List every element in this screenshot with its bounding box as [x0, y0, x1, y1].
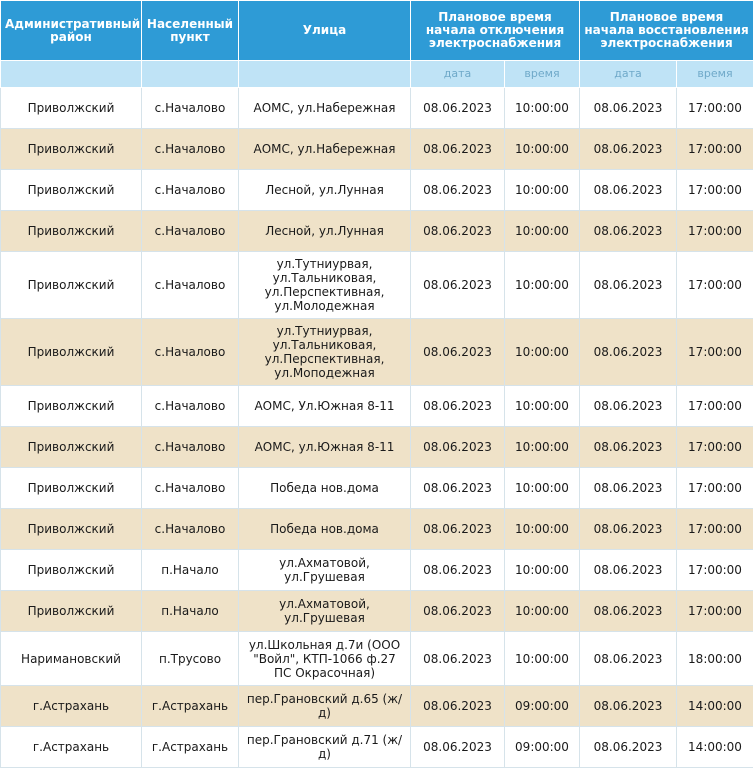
off-time-cell: 10:00:00	[505, 129, 580, 170]
street-cell: АОМС, ул.Набережная	[239, 129, 411, 170]
settlement-cell: п.Начало	[142, 550, 239, 591]
header-row	[1, 1, 753, 61]
off-time-cell: 09:00:00	[505, 727, 580, 768]
street-cell: ул.Тутниурвая, ул.Тальниковая, ул.Перспективная, ул.Моподежная	[239, 319, 411, 386]
on-time-cell: 17:00:00	[677, 252, 753, 319]
on-date-cell: 08.06.2023	[580, 686, 677, 727]
settlement-cell: с.Началово	[142, 468, 239, 509]
table-row	[1, 632, 753, 686]
table-row	[1, 88, 753, 129]
table-row	[1, 252, 753, 319]
settlement-cell: с.Началово	[142, 211, 239, 252]
district-cell: Приволжский	[1, 591, 142, 632]
on-time-cell: 17:00:00	[677, 427, 753, 468]
settlement-cell: с.Началово	[142, 386, 239, 427]
subheader-on-time: время	[677, 61, 753, 88]
on-time-cell: 14:00:00	[677, 686, 753, 727]
on-date-cell: 08.06.2023	[580, 129, 677, 170]
street-cell: АОМС, Ул.Южная 8-11	[239, 386, 411, 427]
on-date-cell: 08.06.2023	[580, 509, 677, 550]
district-cell: Приволжский	[1, 550, 142, 591]
off-time-cell: 10:00:00	[505, 632, 580, 686]
off-date-cell: 08.06.2023	[411, 319, 505, 386]
street-cell: ул.Ахматовой, ул.Грушевая	[239, 591, 411, 632]
off-date-cell: 08.06.2023	[411, 550, 505, 591]
header-district: Административный район	[1, 1, 142, 61]
table-row	[1, 591, 753, 632]
street-cell: пер.Грановский д.65 (ж/д)	[239, 686, 411, 727]
subheader-row	[1, 61, 753, 88]
street-cell: пер.Грановский д.71 (ж/д)	[239, 727, 411, 768]
on-time-cell: 18:00:00	[677, 632, 753, 686]
district-cell: Приволжский	[1, 211, 142, 252]
off-date-cell: 08.06.2023	[411, 632, 505, 686]
header-street: Улица	[239, 1, 411, 61]
district-cell: Приволжский	[1, 88, 142, 129]
off-time-cell: 10:00:00	[505, 591, 580, 632]
off-date-cell: 08.06.2023	[411, 129, 505, 170]
on-time-cell: 17:00:00	[677, 170, 753, 211]
on-date-cell: 08.06.2023	[580, 468, 677, 509]
off-time-cell: 10:00:00	[505, 386, 580, 427]
on-time-cell: 14:00:00	[677, 727, 753, 768]
off-date-cell: 08.06.2023	[411, 509, 505, 550]
on-date-cell: 08.06.2023	[580, 427, 677, 468]
table-row	[1, 727, 753, 768]
district-cell: г.Астрахань	[1, 727, 142, 768]
subheader-on-date: дата	[580, 61, 677, 88]
header-restore-time: Плановое время начала восстановления электроснабжения	[580, 1, 753, 61]
settlement-cell: п.Начало	[142, 591, 239, 632]
table-row	[1, 211, 753, 252]
settlement-cell: с.Началово	[142, 509, 239, 550]
street-cell: ул.Школьная д.7и (ООО "Войл", КТП-1066 ф.27 ПС Окрасочная)	[239, 632, 411, 686]
district-cell: Наримановский	[1, 632, 142, 686]
street-cell: АОМС, ул.Набережная	[239, 88, 411, 129]
on-date-cell: 08.06.2023	[580, 550, 677, 591]
off-time-cell: 10:00:00	[505, 550, 580, 591]
on-date-cell: 08.06.2023	[580, 88, 677, 129]
district-cell: Приволжский	[1, 129, 142, 170]
street-cell: Лесной, ул.Лунная	[239, 170, 411, 211]
off-date-cell: 08.06.2023	[411, 427, 505, 468]
on-time-cell: 17:00:00	[677, 319, 753, 386]
header-settlement: Населенный пункт	[142, 1, 239, 61]
settlement-cell: г.Астрахань	[142, 686, 239, 727]
street-cell: ул.Тутниурвая, ул.Тальниковая, ул.Перспективная, ул.Молодежная	[239, 252, 411, 319]
settlement-cell: с.Началово	[142, 319, 239, 386]
off-date-cell: 08.06.2023	[411, 386, 505, 427]
table-row	[1, 427, 753, 468]
on-date-cell: 08.06.2023	[580, 727, 677, 768]
off-date-cell: 08.06.2023	[411, 170, 505, 211]
on-date-cell: 08.06.2023	[580, 211, 677, 252]
table-row	[1, 386, 753, 427]
off-time-cell: 10:00:00	[505, 211, 580, 252]
table-row	[1, 129, 753, 170]
subheader-empty	[142, 61, 239, 88]
table-row	[1, 550, 753, 591]
district-cell: Приволжский	[1, 468, 142, 509]
off-time-cell: 10:00:00	[505, 509, 580, 550]
off-date-cell: 08.06.2023	[411, 468, 505, 509]
on-time-cell: 17:00:00	[677, 129, 753, 170]
table-body	[1, 88, 753, 768]
settlement-cell: с.Началово	[142, 252, 239, 319]
on-date-cell: 08.06.2023	[580, 319, 677, 386]
on-time-cell: 17:00:00	[677, 468, 753, 509]
on-time-cell: 17:00:00	[677, 88, 753, 129]
settlement-cell: с.Началово	[142, 129, 239, 170]
off-date-cell: 08.06.2023	[411, 88, 505, 129]
off-date-cell: 08.06.2023	[411, 252, 505, 319]
street-cell: ул.Ахматовой, ул.Грушевая	[239, 550, 411, 591]
off-time-cell: 10:00:00	[505, 319, 580, 386]
settlement-cell: с.Началово	[142, 170, 239, 211]
table-row	[1, 170, 753, 211]
table-row	[1, 468, 753, 509]
district-cell: Приволжский	[1, 252, 142, 319]
on-time-cell: 17:00:00	[677, 211, 753, 252]
district-cell: г.Астрахань	[1, 686, 142, 727]
district-cell: Приволжский	[1, 170, 142, 211]
off-time-cell: 09:00:00	[505, 686, 580, 727]
subheader-off-date: дата	[411, 61, 505, 88]
street-cell: Победа нов.дома	[239, 468, 411, 509]
street-cell: Лесной, ул.Лунная	[239, 211, 411, 252]
off-time-cell: 10:00:00	[505, 427, 580, 468]
off-time-cell: 10:00:00	[505, 468, 580, 509]
off-time-cell: 10:00:00	[505, 252, 580, 319]
table-row	[1, 319, 753, 386]
settlement-cell: с.Началово	[142, 88, 239, 129]
on-time-cell: 17:00:00	[677, 550, 753, 591]
on-date-cell: 08.06.2023	[580, 170, 677, 211]
subheader-empty	[1, 61, 142, 88]
off-date-cell: 08.06.2023	[411, 591, 505, 632]
header-off-time: Плановое время начала отключения электроснабжения	[411, 1, 580, 61]
off-date-cell: 08.06.2023	[411, 211, 505, 252]
off-date-cell: 08.06.2023	[411, 727, 505, 768]
on-time-cell: 17:00:00	[677, 386, 753, 427]
on-date-cell: 08.06.2023	[580, 252, 677, 319]
subheader-empty	[239, 61, 411, 88]
settlement-cell: п.Трусово	[142, 632, 239, 686]
district-cell: Приволжский	[1, 427, 142, 468]
on-date-cell: 08.06.2023	[580, 386, 677, 427]
subheader-off-time: время	[505, 61, 580, 88]
district-cell: Приволжский	[1, 319, 142, 386]
on-date-cell: 08.06.2023	[580, 591, 677, 632]
street-cell: Победа нов.дома	[239, 509, 411, 550]
table-row	[1, 509, 753, 550]
on-date-cell: 08.06.2023	[580, 632, 677, 686]
district-cell: Приволжский	[1, 509, 142, 550]
off-time-cell: 10:00:00	[505, 170, 580, 211]
table-row	[1, 686, 753, 727]
off-time-cell: 10:00:00	[505, 88, 580, 129]
settlement-cell: г.Астрахань	[142, 727, 239, 768]
on-time-cell: 17:00:00	[677, 591, 753, 632]
off-date-cell: 08.06.2023	[411, 686, 505, 727]
on-time-cell: 17:00:00	[677, 509, 753, 550]
district-cell: Приволжский	[1, 386, 142, 427]
settlement-cell: с.Началово	[142, 427, 239, 468]
street-cell: АОМС, ул.Южная 8-11	[239, 427, 411, 468]
